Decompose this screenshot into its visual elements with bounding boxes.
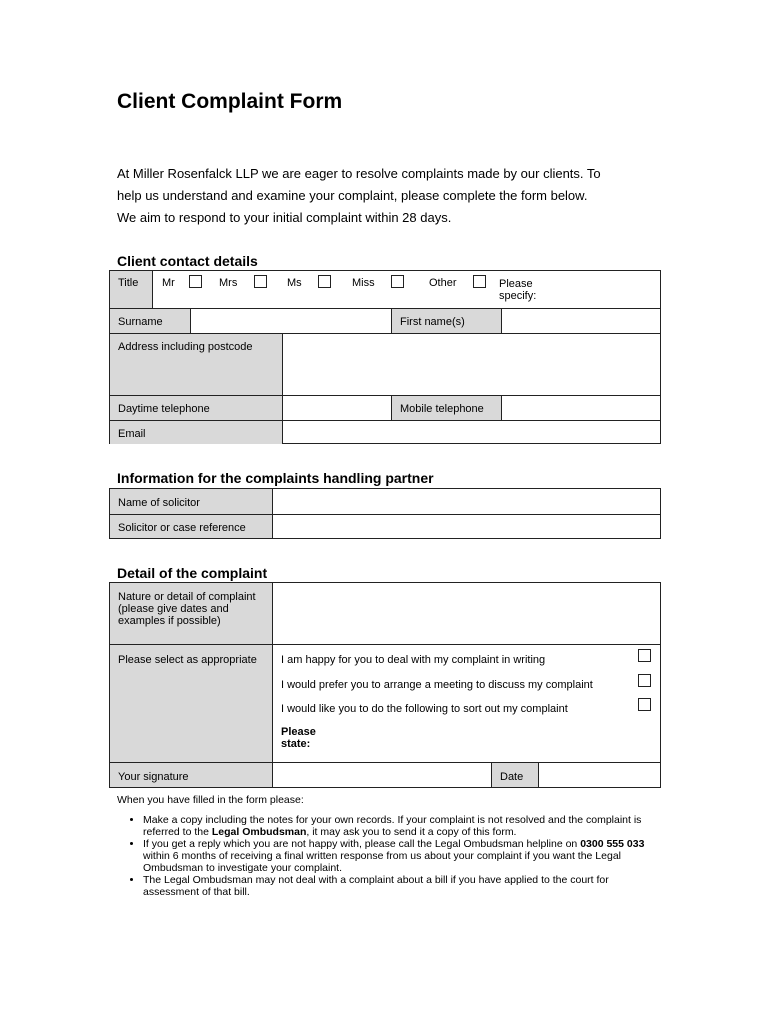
helpline-number: 0300 555 033 — [580, 838, 645, 850]
notes-intro: When you have filled in the form please: — [117, 794, 304, 806]
title-mr-checkbox[interactable] — [189, 275, 202, 288]
first-names-input[interactable] — [503, 310, 659, 332]
please-state-input[interactable] — [330, 723, 658, 761]
title-option-mrs: Mrs — [219, 277, 238, 289]
complaint-nature-input[interactable] — [274, 585, 659, 643]
title-option-ms: Ms — [287, 277, 302, 289]
mobile-telephone-input[interactable] — [503, 397, 659, 419]
list-item: • The Legal Ombudsman may not deal with a complaint about a bill if you have applied to the court for assessment of that bill. — [143, 874, 657, 898]
complaint-nature-label: Nature or detail of complaint (please give dates and examples if possible) — [118, 591, 256, 627]
intro-line: At Miller Rosenfalck LLP we are eager to resolve complaints made by our clients. To — [117, 166, 601, 181]
mobile-telephone-label: Mobile telephone — [400, 403, 484, 415]
first-names-label: First name(s) — [400, 316, 465, 328]
page-title: Client Complaint Form — [117, 90, 343, 113]
option-meeting-label: I would prefer you to arrange a meeting to discuss my complaint — [281, 679, 593, 691]
signature-label: Your signature — [118, 771, 189, 783]
contact-details-heading: Client contact details — [117, 253, 258, 269]
title-ms-checkbox[interactable] — [318, 275, 331, 288]
intro-text — [117, 163, 657, 229]
option-following-checkbox[interactable] — [638, 698, 651, 711]
surname-input[interactable] — [192, 310, 390, 332]
address-label: Address including postcode — [118, 341, 253, 353]
title-option-other: Other — [429, 277, 457, 289]
handler-heading: Information for the complaints handling partner — [117, 470, 434, 486]
please-specify-label: Please specify: — [499, 278, 537, 302]
email-label: Email — [118, 428, 146, 440]
select-label: Please select as appropriate — [118, 654, 257, 666]
case-reference-input[interactable] — [274, 516, 659, 537]
intro-line: We aim to respond to your initial complaint within 28 days. — [117, 210, 452, 225]
case-reference-label: Solicitor or case reference — [118, 522, 246, 534]
list-item: • If you get a reply which you are not happy with, please call the Legal Ombudsman helpline on 0300 555 033 within 6 months of receiving a final written response from us about your complaint if you want the Legal Ombudsman to investigate your complaint. — [143, 838, 657, 874]
solicitor-name-input[interactable] — [274, 491, 659, 513]
legal-ombudsman-text: Legal Ombudsman — [211, 826, 307, 838]
date-label: Date — [500, 771, 524, 783]
option-writing-checkbox[interactable] — [638, 649, 651, 662]
title-option-miss: Miss — [352, 277, 375, 289]
handler-table — [109, 488, 661, 539]
option-following-label: I would like you to do the following to sort out my complaint — [281, 703, 568, 715]
complaint-heading: Detail of the complaint — [117, 565, 268, 581]
title-mrs-checkbox[interactable] — [254, 275, 267, 288]
email-input[interactable] — [284, 422, 659, 443]
signature-input[interactable] — [274, 764, 490, 786]
surname-label: Surname — [118, 316, 163, 328]
title-label: Title — [118, 277, 139, 289]
list-item: • Make a copy including the notes for your own records. If your complaint is not resolved and the complaint is referred to the Legal Ombudsman, it may ask you to send it a copy of this form. — [143, 814, 657, 838]
option-meeting-checkbox[interactable] — [638, 674, 651, 687]
complaint-table — [109, 582, 661, 788]
please-specify-input[interactable] — [550, 273, 656, 305]
title-other-checkbox[interactable] — [473, 275, 486, 288]
intro-line: help us understand and examine your complaint, please complete the form below. — [117, 188, 588, 203]
option-writing-label: I am happy for you to deal with my complaint in writing — [281, 654, 546, 666]
please-state-label: Please state: — [281, 726, 316, 750]
address-input[interactable] — [284, 335, 659, 394]
daytime-telephone-label: Daytime telephone — [118, 403, 210, 415]
contact-details-table — [109, 270, 661, 444]
date-input[interactable] — [540, 764, 659, 786]
title-option-mr: Mr — [162, 277, 175, 289]
notes-list — [117, 814, 657, 898]
solicitor-name-label: Name of solicitor — [118, 497, 200, 509]
daytime-telephone-input[interactable] — [284, 397, 390, 419]
completion-notes — [117, 794, 657, 898]
title-miss-checkbox[interactable] — [391, 275, 404, 288]
